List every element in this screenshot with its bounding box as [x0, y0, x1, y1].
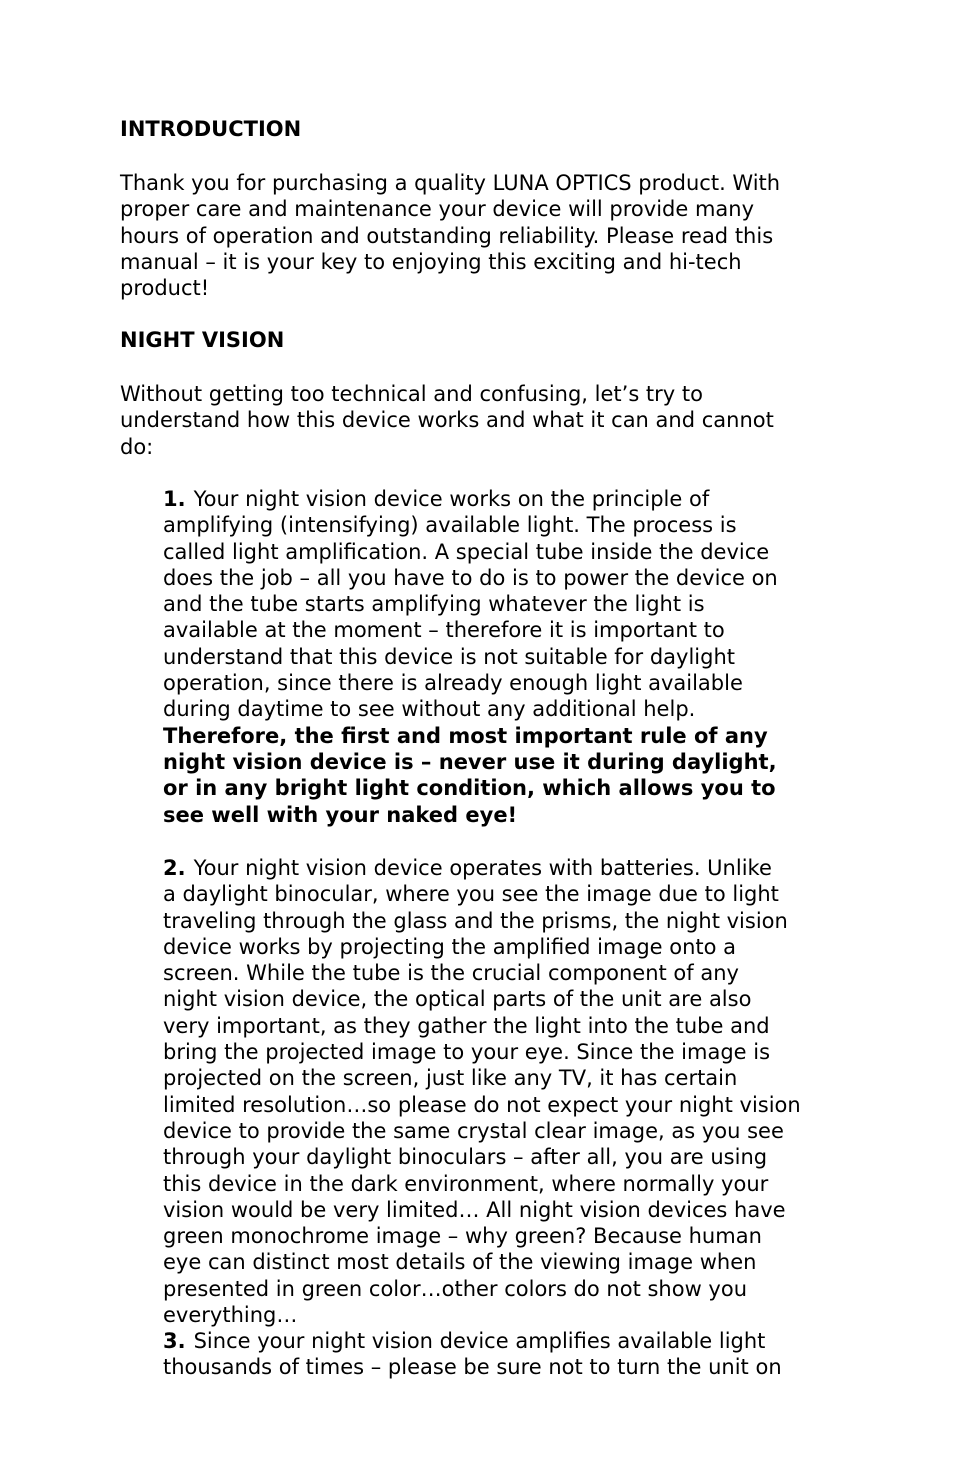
list-item-1	[163, 486, 843, 828]
text-line: called light amplification. A special tube inside the device	[163, 539, 770, 564]
text-line: thousands of times – please be sure not to turn the unit on	[163, 1355, 782, 1380]
text-line: Without getting too technical and confusing, let’s try to	[120, 382, 703, 406]
text-line: 1. Your night vision device works on the principle of	[163, 487, 710, 511]
text-line: a daylight binocular, where you see the image due to light	[163, 882, 779, 907]
warning-line: Therefore, the first and most important rule of any	[163, 723, 768, 748]
text-line: operation, since there is already enough light available	[163, 671, 743, 696]
warning-line: night vision device is – never use it during daylight,	[163, 749, 777, 774]
night-vision-paragraph	[120, 381, 840, 460]
text-line: do:	[120, 434, 154, 459]
text-line: green monochrome image – why green? Because human	[163, 1224, 762, 1249]
text-line: hours of operation and outstanding reliability. Please read this	[120, 223, 774, 248]
text-line: proper care and maintenance your device will provide many	[120, 197, 755, 222]
text-line: traveling through the glass and the prisms, the night vision	[163, 908, 788, 933]
text-line: this device in the dark environment, where normally your	[163, 1171, 769, 1196]
intro-heading: INTRODUCTION	[120, 117, 302, 141]
list-item-2	[163, 855, 843, 1328]
item-number: 3.	[163, 1329, 186, 1353]
text-line: 3. Since your night vision device amplifies available light	[163, 1329, 766, 1353]
list-item-3	[163, 1328, 843, 1381]
text-line: through your daylight binoculars – after all, you are using	[163, 1145, 768, 1170]
text-line: 2. Your night vision device operates with batteries. Unlike	[163, 856, 772, 880]
text-line: projected on the screen, just like any TV, it has certain	[163, 1066, 738, 1091]
text-line: bring the projected image to your eye. Since the image is	[163, 1040, 771, 1065]
text-line: device works by projecting the amplified image onto a	[163, 934, 737, 959]
text-line: night vision device, the optical parts of the unit are also	[163, 987, 752, 1012]
text-line: amplifying (intensifying) available light. The process is	[163, 513, 737, 538]
text-line: available at the moment – therefore it is important to	[163, 618, 725, 643]
text-line: limited resolution…so please do not expect your night vision	[163, 1092, 801, 1117]
text-line: manual – it is your key to enjoying this exciting and hi-tech	[120, 249, 742, 274]
warning-line: or in any bright light condition, which allows you to	[163, 776, 776, 801]
night-vision-heading: NIGHT VISION	[120, 328, 285, 352]
text-line: device to provide the same crystal clear image, as you see	[163, 1118, 784, 1143]
item-number: 2.	[163, 856, 186, 880]
text-line: presented in green color…other colors do not show you	[163, 1276, 748, 1301]
text-line: everything…	[163, 1303, 298, 1328]
warning-line: see well with your naked eye!	[163, 802, 518, 827]
intro-paragraph	[120, 170, 840, 301]
text-line: very important, as they gather the light into the tube and	[163, 1013, 770, 1038]
text-line: screen. While the tube is the crucial component of any	[163, 961, 739, 986]
text-line: understand how this device works and what it can and cannot	[120, 408, 774, 433]
text-line: product!	[120, 276, 210, 301]
item-number: 1.	[163, 487, 186, 511]
text-line: does the job – all you have to do is to power the device on	[163, 565, 778, 590]
text-line: eye can distinct most details of the viewing image when	[163, 1250, 757, 1275]
text-line: Thank you for purchasing a quality LUNA OPTICS product. With	[120, 171, 781, 195]
text-line: vision would be very limited… All night vision devices have	[163, 1197, 786, 1222]
text-line: understand that this device is not suitable for daylight	[163, 644, 736, 669]
text-line: during daytime to see without any additional help.	[163, 697, 696, 722]
text-line: and the tube starts amplifying whatever the light is	[163, 592, 705, 617]
